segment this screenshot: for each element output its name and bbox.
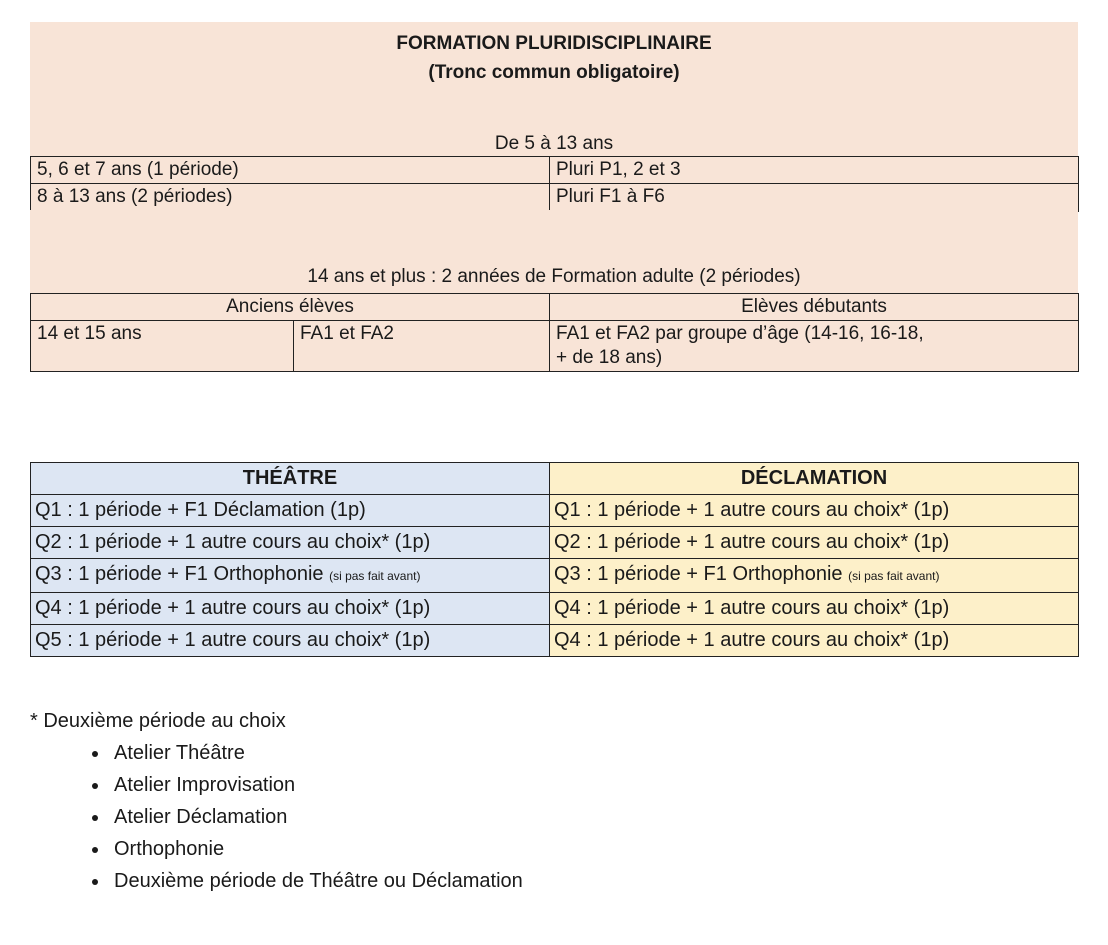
table-row (31, 559, 1079, 593)
theatre-text: Q2 : 1 période + 1 autre cours au choix* (1p) (35, 531, 431, 553)
declamation-cell (550, 593, 1079, 625)
table-header-row (31, 463, 1079, 495)
choices-list (64, 737, 523, 897)
pluri-table (30, 156, 1079, 212)
footnote-heading: * Deuxième période au choix (30, 710, 286, 732)
theatre-text: Q4 : 1 période + 1 autre cours au choix* (1p) (35, 597, 431, 619)
list-item: • Orthophonie (110, 833, 523, 865)
formation-subtitle: (Tronc commun obligatoire) (428, 62, 680, 83)
declamation-text: Q3 : 1 période + F1 Orthophonie (554, 563, 849, 585)
age-cell: 5, 6 et 7 ans (1 période) (31, 157, 550, 184)
declamation-cell (550, 495, 1079, 527)
table-row (31, 184, 1079, 212)
table-row (31, 593, 1079, 625)
declamation-cell (550, 559, 1079, 593)
declamation-text: Q4 : 1 période + 1 autre cours au choix* (1p) (554, 597, 950, 619)
declamation-text: Q4 : 1 période + 1 autre cours au choix* (1p) (554, 629, 950, 651)
table-row (31, 527, 1079, 559)
declamation-cell (550, 527, 1079, 559)
theatre-header: THÉÂTRE (31, 463, 550, 495)
course-cell: Pluri P1, 2 et 3 (550, 157, 1079, 184)
theatre-cell (31, 559, 550, 593)
theatre-cell (31, 593, 550, 625)
age-range: De 5 à 13 ans (494, 133, 614, 154)
former-course-cell: FA1 et FA2 (294, 321, 550, 372)
formation-header (30, 22, 1078, 156)
former-age-cell: 14 et 15 ans (31, 321, 294, 372)
list-item: • Atelier Improvisation (110, 769, 523, 801)
adult-table (30, 293, 1079, 372)
courses-table (30, 462, 1079, 657)
age-cell: 8 à 13 ans (2 périodes) (31, 184, 550, 212)
new-students-header: Elèves débutants (550, 294, 1079, 321)
declamation-text: Q1 : 1 période + 1 autre cours au choix* (1p) (554, 499, 950, 521)
list-item: • Atelier Théâtre (110, 737, 523, 769)
formation-title: FORMATION PLURIDISCIPLINAIRE (396, 33, 712, 54)
table-row (31, 321, 1079, 372)
course-cell: Pluri F1 à F6 (550, 184, 1079, 212)
former-students-header: Anciens élèves (31, 294, 550, 321)
theatre-cell (31, 527, 550, 559)
declamation-text: Q2 : 1 période + 1 autre cours au choix* (1p) (554, 531, 950, 553)
adult-section (30, 210, 1078, 293)
table-row (31, 157, 1079, 184)
declamation-note: (si pas fait avant) (848, 569, 940, 583)
table-row (31, 495, 1079, 527)
new-course-line1: FA1 et FA2 par groupe d’âge (14-16, 16-18, (556, 323, 924, 344)
theatre-text: Q5 : 1 période + 1 autre cours au choix* (1p) (35, 629, 431, 651)
theatre-text: Q1 : 1 période + F1 Déclamation (1p) (35, 499, 366, 521)
theatre-cell (31, 625, 550, 657)
theatre-note: (si pas fait avant) (329, 569, 421, 583)
declamation-cell (550, 625, 1079, 657)
declamation-header: DÉCLAMATION (550, 463, 1079, 495)
theatre-text: Q3 : 1 période + F1 Orthophonie (35, 563, 330, 585)
table-row (31, 625, 1079, 657)
list-item: • Atelier Déclamation (110, 801, 523, 833)
adult-heading: 14 ans et plus : 2 années de Formation adulte (2 périodes) (307, 266, 801, 287)
theatre-cell (31, 495, 550, 527)
new-course-cell (550, 321, 1079, 372)
list-item: • Deuxième période de Théâtre ou Déclamation (110, 865, 523, 897)
table-row (31, 294, 1079, 321)
new-course-line2: + de 18 ans) (556, 347, 663, 368)
